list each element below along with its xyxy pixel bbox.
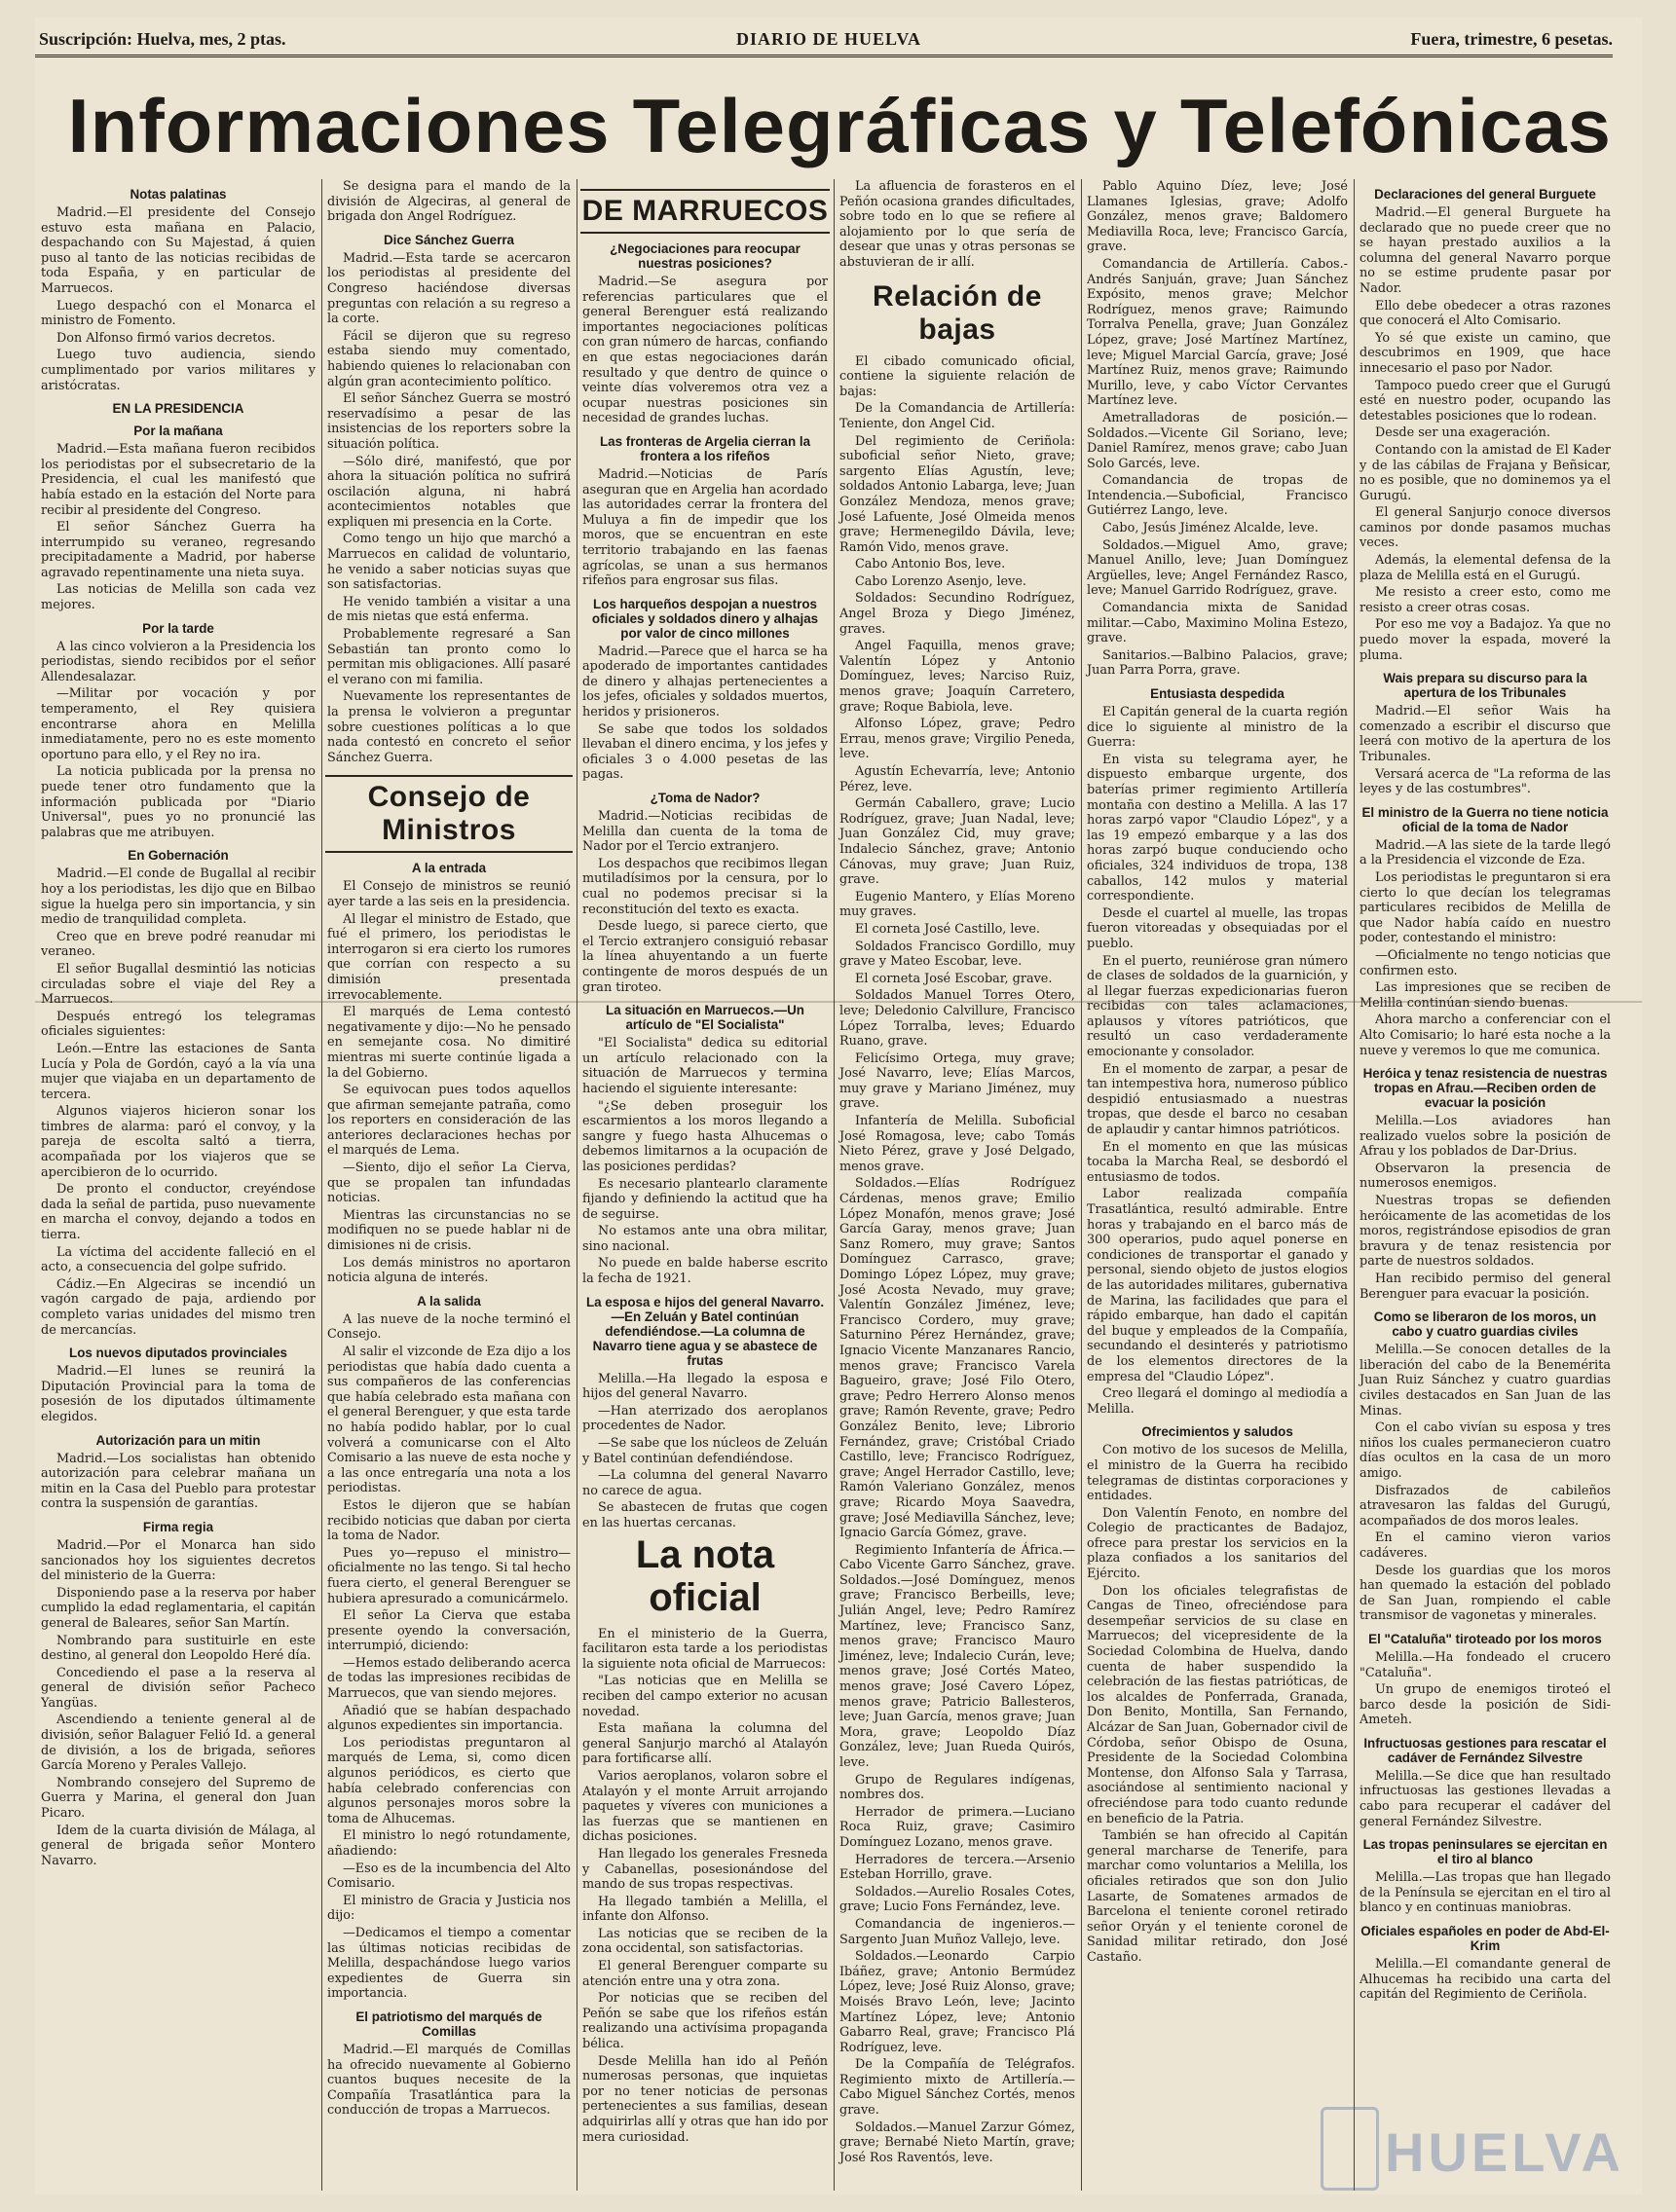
paragraph: Las noticias de Melilla son cada vez mejores.	[41, 582, 316, 613]
paragraph: De la Comandancia de Artillería: Teniente, don Angel Cid.	[839, 401, 1075, 431]
paragraph: Madrid.—Se asegura por referencias particulares que el general Berenguer está realizando importantes negociaciones políticas con gran número de harcas, confiando en que estas negociaciones darán resultado y que dentro de quince o veinte días volveremos otra vez a ocupar nuestras posiciones sin necesidad de grandes luchas.	[582, 275, 828, 426]
paragraph: Melilla.—Las tropas que han llegado de la Península se ejercitan en el tiro al blanco y en continuas maniobras.	[1359, 1870, 1611, 1916]
headline: Los nuevos diputados provinciales	[69, 1346, 287, 1361]
paragraph: Comandancia mixta de Sanidad militar.—Cabo, Maximino Molina Estezo, grave.	[1087, 601, 1348, 646]
paragraph: Madrid.—Por el Monarca han sido sancionados hoy los siguientes decretos del ministerio de la Guerra:	[41, 1537, 316, 1584]
paragraph: Estos le dijeron que se habían recibido noticias que daban por cierta la toma de Nador.	[327, 1497, 571, 1544]
paragraph: Los despachos que recibimos llegan mutiladísimos por la censura, por lo cual no podemos precisar si la reconstitución del texto es exacta.	[582, 856, 828, 917]
subheadline: Por la mañana	[133, 424, 223, 439]
paragraph: La noticia publicada por la prensa no puede tener otro fundamento que la información publicada por "Diario Universal", pues yo no pronuncié las palabras que me atribuyen.	[41, 764, 316, 840]
column-5	[1081, 179, 1354, 2191]
paragraph: Madrid.—El general Burguete ha declarado que no puede creer que no se hayan prestado auxilios a la columna del general Navarro porque no se estime prudente pasar por Nador.	[1359, 205, 1611, 296]
paragraph: Disponiendo pase a la reserva por haber cumplido la edad reglamentaria, el capitán general de Baleares, señor San Martín.	[41, 1585, 316, 1631]
subheadline: Por la tarde	[142, 620, 214, 636]
headline: El "Cataluña" tiroteado por los moros	[1368, 1631, 1602, 1646]
paragraph: Ha llegado también a Melilla, el infante don Alfonso.	[582, 1894, 828, 1925]
paragraph: Madrid.—Noticias recibidas de Melilla dan cuenta de la toma de Nador por el Tercio extranjero.	[582, 809, 828, 855]
paragraph: Felicísimo Ortega, muy grave; José Navarro, leve; Elías Marcos, muy grave y Mariano Jiménez, muy grave.	[839, 1051, 1075, 1112]
column-3	[577, 179, 834, 2191]
paragraph: Soldados.—Aurelio Rosales Cotes, grave; Lucio Fons Fernández, leve.	[839, 1884, 1075, 1915]
paragraph: El Consejo de ministros se reunió ayer tarde a las seis en la presidencia.	[327, 879, 571, 909]
paragraph: A las nueve de la noche terminó el Consejo.	[327, 1311, 571, 1343]
headline: Ofrecimientos y saludos	[1141, 1424, 1293, 1440]
paragraph: El señor Bugallal desmintió las noticias circuladas sobre el viaje del Rey a Marruecos.	[41, 961, 316, 1008]
paragraph: —Oficialmente no tengo noticias que confirmen esto.	[1359, 947, 1611, 978]
paragraph: El general Berenguer comparte su atención entre una y otra zona.	[582, 1959, 828, 1989]
paragraph: Melilla.—Ha fondeado el crucero "Cataluña".	[1359, 1649, 1611, 1680]
column-2	[321, 179, 577, 2191]
section-banner: Informaciones Telegráficas y Telefónicas	[67, 83, 1612, 168]
paragraph: Del regimiento de Ceriñola: suboficial señor Nieto, grave; sargento Elías Agustín, leve; soldados Antonio Labarga, leve; Juan González Mendoza, menos grave; José Lafuente, José Olmeida menos grave; Hermenegildo Dávila, leve; Ramón Vido, menos grave.	[839, 433, 1075, 555]
paragraph: Soldados Francisco Gordillo, muy grave y Mateo Escobar, leve.	[839, 939, 1075, 970]
paragraph: Grupo de Regulares indígenas, nombres dos.	[839, 1772, 1075, 1803]
newspaper-name: DIARIO DE HUELVA	[736, 29, 922, 49]
paragraph: Don Alfonso firmó varios decretos.	[56, 330, 276, 346]
paragraph: El señor La Cierva que estaba presente oyendo la conversación, interrumpió, diciendo:	[327, 1608, 571, 1654]
paragraph: León.—Entre las estaciones de Santa Lucía y Pola de Gordón, cayó a la vía una mujer que viajaba en un departamento de tercera.	[41, 1041, 316, 1102]
headline: Declaraciones del general Burguete	[1374, 187, 1596, 202]
paragraph: Se designa para el mando de la división de Algeciras, al general de brigada don Angel Rodríguez.	[327, 179, 571, 225]
paragraph: Eugenio Mantero, y Elías Moreno muy graves.	[839, 889, 1075, 920]
headline: En Gobernación	[128, 848, 229, 864]
paragraph: El general Sanjurjo conoce diversos caminos por donde pasamos muchas veces.	[1359, 505, 1611, 551]
paragraph: Los periodistas le preguntaron si era cierto lo que decían los telegramas particulares recibidos de Melilla de que Nador había caído en nuestro poder, contestando el ministro:	[1359, 869, 1611, 946]
paragraph: Se sabe que todos los soldados llevaban el dinero encima, y los jefes y oficiales 3 o 4.000 pesetas de las pagas.	[582, 721, 828, 783]
paragraph: Agustín Echevarría, leve; Antonio Pérez, leve.	[839, 764, 1075, 794]
paragraph: Fácil se dijeron que su regreso estaba siendo muy comentado, habiendo quienes lo relacionaban con algún gran acontecimiento político.	[327, 328, 571, 389]
paragraph: Añadió que se habían despachado algunos expedientes sin importancia.	[327, 1703, 571, 1734]
paragraph: Algunos viajeros hicieron sonar los timbres de alarma: paró el convoy, y la pareja de escolta saltó a tierra, acompañada por los viajeros que se apercibieron de lo ocurrido.	[41, 1104, 316, 1180]
paragraph: Madrid.—El conde de Bugallal al recibir hoy a los periodistas, les dijo que en Bilbao sigue la huelga pero sin importancia, y sin medio de tranquilidad completa.	[41, 866, 316, 928]
paragraph: Al llegar el ministro de Estado, que fué el primero, los periodistas le interrogaron si era cierto los rumores que corrían con respecto a su dimisión presentada irrevocablemente.	[327, 911, 571, 1003]
paragraph: Soldados.—Leonardo Carpio Ibáñez, grave; Antonio Bermúdez López, leve; José Ruiz Alonso, grave; Moisés Bravo León, leve; Jacinto Martínez López, leve; Antonio Gabarro Real, grave; Francisco Plá Rodríguez, leve.	[839, 1949, 1075, 2055]
paragraph: Creo que en breve podré reanudar mi veraneo.	[41, 929, 316, 960]
paragraph: Como tengo un hijo que marchó a Marruecos en calidad de voluntario, he venido a saber noticias suyas que son satisfactorias.	[327, 532, 571, 593]
paragraph: Me resisto a creer esto, como me resisto a creer otras cosas.	[1359, 585, 1611, 615]
paragraph: En el ministerio de la Guerra, facilitaron esta tarde a los periodistas la siguiente nota oficial de Marruecos:	[582, 1626, 828, 1672]
paragraph: Contando con la amistad de El Kader y de las cábilas de Frajana y Beñsicar, no es posible, que no dominemos ya el Gurugú.	[1359, 442, 1611, 503]
paragraph: El corneta José Castillo, leve.	[855, 921, 1040, 937]
paragraph: Un grupo de enemigos tiroteó el barco desde la posición de Sidi-Ameteh.	[1359, 1682, 1611, 1728]
paragraph: Nuestras tropas se defienden heróicamente de las acometidas de los moros, registrándose episodios de gran bravura y de tenaz resistencia por parte de nuestros soldados.	[1359, 1194, 1611, 1270]
paragraph: Luego despachó con el Monarca el ministro de Fomento.	[41, 298, 316, 329]
column-4	[834, 179, 1081, 2191]
paragraph: Alfonso López, grave; Pedro Errau, menos grave; Virgilio Peneda, leve.	[839, 717, 1075, 762]
paragraph: Madrid.—El presidente del Consejo estuvo esta mañana en Palacio, despachando con Su Majestad, á quien puso al tanto de las noticias recibidas de toda España, y en particular de Marruecos.	[41, 205, 316, 296]
paragraph: Sanitarios.—Balbino Palacios, grave; Juan Parra Porra, grave.	[1087, 647, 1348, 679]
subscription-local: Suscripción: Huelva, mes, 2 ptas.	[39, 29, 286, 49]
headline: Infructuosas gestiones para rescatar el cadáver de Fernández Silvestre	[1363, 1735, 1607, 1765]
paragraph: De la Compañía de Telégrafos. Regimiento mixto de Artillería.—Cabo Miguel Sánchez Cortés, menos grave.	[839, 2057, 1075, 2119]
paragraph: —Han aterrizado dos aeroplanos procedentes de Nador.	[582, 1403, 828, 1434]
headline: Dice Sánchez Guerra	[384, 232, 514, 247]
paragraph: Creo llegará el domingo al mediodía a Melilla.	[1087, 1386, 1348, 1417]
paragraph: —Siento, dijo el señor La Cierva, que se propalen tan infundadas noticias.	[327, 1161, 571, 1206]
paragraph: Versará acerca de "La reforma de las leyes y de las costumbres".	[1359, 766, 1611, 797]
paragraph: —La columna del general Navarro no carece de agua.	[582, 1468, 828, 1498]
headline: Las tropas peninsulares se ejercitan en el tiro al blanco	[1362, 1837, 1608, 1867]
paragraph: Ello debe obedecer a otras razones que conocerá el Alto Comisario.	[1359, 298, 1611, 329]
paragraph: Ahora marcho a conferenciar con el Alto Comisario; lo haré esta noche a la nueve y veremos lo que me comunica.	[1359, 1013, 1611, 1058]
paragraph: Pablo Aquino Díez, leve; José Llamanes Iglesias, grave; Adolfo González, menos grave; Baldomero Mediavilla Roca, leve; Francisco García, grave.	[1087, 179, 1348, 255]
paragraph: Melilla.—Los aviadores han realizado vuelos sobre la posición de Afrau y los poblados de Dar-Drius.	[1359, 1114, 1611, 1160]
paragraph: El corneta José Escobar, grave.	[855, 971, 1053, 986]
paragraph: Las noticias que se reciben de la zona occidental, son satisfactorias.	[582, 1926, 828, 1957]
paragraph: Se equivocan pues todos aquellos que afirman semejante patraña, como los reporters en consideración de las anteriores declaraciones hechas por el marqués de Lema.	[327, 1083, 571, 1159]
paragraph: En vista su telegrama ayer, he dispuesto embarque urgente, dos baterías primer regimiento Artillería montaña con destino a Melilla. A las 17 horas zarpó vapor "Claudio López", y a las 19 empezó embarque y a las dos horas zarpó buque conduciendo ocho oficiales, 324 individuos de tropa, 138 caballos, 142 mulos y material correspondiente.	[1087, 752, 1348, 904]
paragraph: Melilla.—El comandante general de Alhucemas ha recibido una carta del capitán del Regimiento de Ceriñola.	[1359, 1957, 1611, 2003]
paragraph: Madrid.—Esta mañana fueron recibidos los periodistas por el subsecretario de la Presidencia, el cual les manifestó que había estado en la estación del Norte para recibir al presidente del Congreso.	[41, 442, 316, 518]
seal-icon	[1321, 2107, 1379, 2191]
paragraph: El marqués de Lema contestó negativamente y dijo:—No he pensado en semejante cosa. No dimitiré mientras mi suerte continúe ligada a la del Gobierno.	[327, 1005, 571, 1081]
headline: EN LA PRESIDENCIA	[112, 401, 244, 417]
paragraph: El señor Sánchez Guerra ha interrumpido su veraneo, regresando precipitadamente a Madrid, por haberse agravado repentinamente una nieta suya.	[41, 520, 316, 580]
paragraph: Esta mañana la columna del general Sanjurjo marchó al Atalayón para fortificarse allí.	[582, 1721, 828, 1767]
paragraph: "El Socialista" dedica su editorial un artículo relacionado con la situación de Marruecos y termina haciendo el siguiente interesante:	[582, 1036, 828, 1096]
paragraph: En el momento en que las músicas tocaba la Marcha Real, se desbordó el entusiasmo de todos.	[1087, 1139, 1348, 1185]
paragraph: Comandancia de ingenieros.—Sargento Juan Muñoz Vallejo, leve.	[839, 1916, 1075, 1947]
paragraph: La víctima del accidente falleció en el acto, a consecuencia del golpe sufrido.	[41, 1244, 316, 1275]
paragraph: Probablemente regresaré a San Sebastián tan pronto como lo permitan mis obligaciones. Allí pasaré el verano con mi familia.	[327, 627, 571, 687]
paragraph: Don Valentín Fenoto, en nombre del Colegio de practicantes de Badajoz, ofrece para prestar los servicios en la plaza confiados a los sanitarios del Ejército.	[1087, 1505, 1348, 1582]
headline: Entusiasta despedida	[1150, 686, 1285, 701]
paragraph: Con el cabo vivían su esposa y tres niños los cuales permanecieron cuatro días ocultos en la casa de un moro amigo.	[1359, 1420, 1611, 1481]
paragraph: Por eso me voy a Badajoz. Ya que no puedo mover la espada, moveré la pluma.	[1359, 617, 1611, 663]
paragraph: Ametralladoras de posición.—Soldados.—Vicente Gil Soriano, leve; Daniel Ramírez, menos grave; cabo Juan Solo Garcés, leve.	[1087, 410, 1348, 471]
paragraph: Herradores de tercera.—Arsenio Esteban Horrillo, grave.	[839, 1852, 1075, 1883]
paragraph: Nombrando para sustituirle en este destino, al general don Leopoldo Heré día.	[41, 1633, 316, 1664]
paragraph: Desde luego, si parece cierto, que el Tercio extranjero consiguió rebasar la línea ahuyentando a un fuerte contingente de moros después de un gran tiroteo.	[582, 919, 828, 995]
headline: El ministro de la Guerra no tiene noticia oficial de la toma de Nador	[1361, 804, 1609, 834]
paragraph: Madrid.—El señor Wais ha comenzado a escribir el discurso que leerá con motivo de la apertura de los Tribunales.	[1359, 704, 1611, 764]
paragraph: Desde los guardias que los moros han quemado la estación del poblado de San Juan, rompiendo el cable transmisor de vagonetas y minerales.	[1359, 1563, 1611, 1624]
paragraph: Concediendo el pase a la reserva al general de división señor Pacheco Yangüas.	[41, 1665, 316, 1711]
paragraph: Disfrazados de cabileños atravesaron las faldas del Gurugú, acompañados de dos moros leales.	[1359, 1483, 1611, 1529]
paragraph: Melilla.—Se dice que han resultado infructuosas las gestiones llevadas a cabo para recuperar el cadáver del general Fernández Silvestre.	[1359, 1768, 1611, 1829]
headline: La esposa e hijos del general Navarro.—En Zeluán y Batel continúan defendiéndose.—La columna de Navarro tiene agua y se abastece de frutas	[585, 1294, 825, 1368]
paragraph: Tampoco puedo creer que el Gurugú esté en nuestro poder, ocupando las detestables posiciones que lo rodean.	[1359, 378, 1611, 424]
paragraph: "Las noticias que en Melilla se reciben del campo exterior no acusan novedad.	[582, 1674, 828, 1719]
paper-fold-line	[35, 1001, 1642, 1003]
paragraph: Yo sé que existe un camino, que descubrimos en 1909, que hace innecesario el paso por Nador.	[1359, 330, 1611, 376]
paragraph: Los demás ministros no aportaron noticia alguna de interés.	[327, 1255, 571, 1286]
paragraph: —Dedicamos el tiempo a comentar las últimas noticias recibidas de Melilla, despachándose luego varios expedientes de Guerra sin importancia.	[327, 1925, 571, 2002]
headline: Autorización para un mitin	[95, 1432, 261, 1448]
headline: Las fronteras de Argelia cierran la frontera a los rifeños	[599, 433, 811, 463]
paragraph: Al salir el vizconde de Eza dijo a los periodistas que había dado cuenta a sus compañeros de las conferencias que había celebrado esta mañana con el general Berenguer, y que esta tarde no había podido hablar, por lo cual volverá a comunicarse con el Alto Comisario a las nueve de esta noche y a las once entregaría una nota a los periodistas.	[327, 1345, 571, 1496]
paragraph: Melilla.—Se conocen detalles de la liberación del cabo de la Benemérita Juan Ruiz Sánchez y cuatro guardias civiles destacados en San Juan de las Minas.	[1359, 1343, 1611, 1419]
paragraph: Desde el cuartel al muelle, las tropas fueron vitoreadas y obsequiadas por el pueblo.	[1087, 905, 1348, 951]
headline: ¿Toma de Nador?	[650, 791, 761, 806]
paragraph: Madrid.—Noticias de París aseguran que en Argelia han acordado las autoridades cerrar la frontera del Muluya a fin de impedir que los moros, que se encuentran en este territorio trabajando en las faenas agrícolas, se unan a sus hermanos rifeños para engrosar sus filas.	[582, 466, 828, 589]
paragraph: Luego tuvo audiencia, siendo cumplimentado por varios militares y aristócratas.	[41, 348, 316, 393]
paragraph: Observaron la presencia de numerosos enemigos.	[1359, 1161, 1611, 1192]
masthead	[35, 25, 1613, 57]
paragraph: Desde ser una exageración.	[1375, 425, 1550, 441]
paragraph: Labor realizada compañía Trasatlántica, resultó admirable. Entre horas y trabajando en el barco más de 300 operarios, pudo aquel ponerse en condiciones de transportar el ganado y personal, siendo objeto de justos elogios de las autoridades militares, gubernativa de Marina, las facilidades que para el rápido embarque, han dado el capitán del buque y empleados de la Compañía, secundando el desinterés y patriotismo de los elementos directores de la empresa del "Claudio López".	[1087, 1187, 1348, 1384]
paragraph: Soldados: Secundino Rodríguez, Angel Broza y Diego Jiménez, graves.	[839, 591, 1075, 637]
paragraph: Varios aeroplanos, volaron sobre el Atalayón y el monte Arruit arrojando paquetes y víveres con municiones a las fuerzas que se mantienen en dichas posiciones.	[582, 1768, 828, 1845]
paragraph: De pronto el conductor, creyéndose dada la señal de partida, puso nuevamente en marcha el convoy, dejando a todos en tierra.	[41, 1182, 316, 1243]
paragraph: Melilla.—Ha llegado la esposa e hijos del general Navarro.	[582, 1371, 828, 1402]
paragraph: Germán Caballero, grave; Lucio Rodríguez, grave; Juan Nadal, leve; Juan González Cid, muy grave; Indalecio Sánchez, grave; Antonio Cánovas, muy grave; Juan Ruiz, grave.	[839, 796, 1075, 888]
section-headline: DE MARRUECOS	[580, 189, 830, 234]
paragraph: Es necesario plantearlo claramente fijando y definiendo la actitud que ha de seguirse.	[582, 1176, 828, 1222]
paragraph: Don los oficiales telegrafistas de Cangas de Tineo, ofreciéndose para desempeñar servicios de su clase en Marruecos; del vicepresidente de la Sociedad Colombina de Huelva, dando cuenta de haber suspendido la celebración de las fiestas patrióticas, de los alcaldes de Ponferrada, Granada, Don Benito, Montilla, San Fernando, Alcázar de San Juan, Gobernador civil de Córdoba, señor Obispo de Osuna, Presidente de la Sociedad Colombina Montense, don Alfonso Sala y Tarrasa, asociándose al sentimiento nacional y ofreciéndose para todo cuanto redunde en beneficio de la Patria.	[1087, 1583, 1348, 1826]
paragraph: También se han ofrecido al Capitán general marcharse de Tenerife, para marchar como voluntarios a Melilla, los oficiales retirados que son don Julio Lasarte, de Somatenes armados de Barcelona el teniente coronel retirado señor Oryán y el teniente coronel de Sanidad militar retirado, don José Castaño.	[1087, 1828, 1348, 1965]
headline: Los harqueños despojan a nuestros oficiales y soldados dinero y alhajas por valor de cinco millones	[591, 596, 819, 641]
paragraph: Cádiz.—En Algeciras se incendió un vagón cargado de paja, ardiendo por completo varias unidades del mismo tren de mercancías.	[41, 1276, 316, 1338]
paragraph: Madrid.—Parece que el harca se ha apoderado de importantes cantidades de dinero y alhajas pertenecientes a los jefes, oficiales y soldados muertos, heridos y prisioneros.	[582, 644, 828, 720]
paragraph: Soldados.—Elías Rodríguez Cárdenas, menos grave; Emilio López Monafón, menos grave; José García Garay, menos grave; Juan Sanz Romero, muy grave; Santos Domínguez Carrasco, grave; Domingo López López, muy grave; José Acosta Nevado, muy grave; Valentín González Jiménez, leve; Francisco Cordero, muy grave; Saturnino Pérez Hernández, grave; Ignacio Vicente Manzanares Rancio, menos grave; Francisco Varela Bagueiro, grave; José Filo Otero, grave; Pedro Herrero Alonso menos grave; Ramón Revente, grave; Pedro González Benito, leve; Librorio Fernández, grave; Cristóbal Criado Castillo, leve; Francisco Rodríguez, grave; Angel Herrador Castillo, leve; Ramón Valeriano González, menos grave; Ricardo Moya Saavedra, grave; José Mediavilla Sánchez, leve; Ignacio García Gómez, grave.	[839, 1176, 1075, 1541]
paragraph: —Eso es de la incumbencia del Alto Comisario.	[327, 1861, 571, 1892]
paragraph: Han llegado los generales Fresneda y Cabanellas, posesionándose del mando de sus tropas respectivas.	[582, 1846, 828, 1893]
section-headline: La nota oficial	[635, 1532, 775, 1619]
paragraph: —Hemos estado deliberando acerca de todas las impresiones recibidas de Marruecos, que van siendo mejores.	[327, 1655, 571, 1702]
archive-watermark	[1330, 2120, 1642, 2189]
section-headline: Relación de bajas	[873, 279, 1042, 346]
paragraph: Regimiento Infantería de África.—Cabo Vicente Garro Sánchez, grave. Soldados.—José Domínguez, menos grave; Francisco Berbeills, leve; Julián Angel, leve; Pedro Ramírez Martínez, leve; Francisco Sanz, menos grave; Francisco Mauro Jiménez, leve; Indalecio Curán, leve; menos grave; José Cortés Mateo, menos grave; José Cavero López, menos grave; Patricio Ballesteros, leve; Juan García, menos grave; Juan Mora, grave; Leopoldo Díaz González, leve; Juan Rueda Quirós, leve.	[839, 1542, 1075, 1770]
paragraph: Nombrando consejero del Supremo de Guerra y Marina, el general don Juan Picaro.	[41, 1775, 316, 1822]
paragraph: Infantería de Melilla. Suboficial José Romagosa, leve; cabo Tomás Nieto Pérez, grave y José Delgado, menos grave.	[839, 1114, 1075, 1174]
paragraph: Se abastecen de frutas que cogen en las huertas cercanas.	[582, 1500, 828, 1530]
paragraph: Madrid.—A las siete de la tarde llegó a la Presidencia el vizconde de Eza.	[1359, 837, 1611, 868]
headline: Firma regia	[142, 1519, 214, 1534]
newspaper-page	[35, 18, 1642, 2194]
paragraph: En el camino vieron varios cadáveres.	[1359, 1530, 1611, 1561]
paragraph: Mientras las circunstancias no se modifiquen no se puede hablar ni de dimisiones ni de crisis.	[327, 1207, 571, 1254]
paragraph: Por noticias que se reciben del Peñón se sabe que los rifeños están realizando una activísima propaganda bélica.	[582, 1991, 828, 2052]
subheadline: A la salida	[417, 1293, 481, 1309]
paragraph: He venido también a visitar a una de mis nietas que está enferma.	[327, 594, 571, 625]
paragraph: Soldados.—Manuel Zarzur Gómez, grave; Bernabé Nieto Martín, grave; José Ros Raventós, leve.	[839, 2120, 1075, 2165]
headline: El patriotismo del marqués de Comillas	[355, 2009, 542, 2039]
paragraph: Madrid.—El lunes se reunirá la Diputación Provincial para la toma de posesión de los diputados últimamente elegidos.	[41, 1364, 316, 1424]
headline: Oficiales españoles en poder de Abd-El-Krim	[1360, 1924, 1610, 1954]
headline: Heróica y tenaz resistencia de nuestras tropas en Afrau.—Reciben orden de evacuar la posición	[1362, 1066, 1608, 1111]
paragraph: Madrid.—Esta tarde se acercaron los periodistas al presidente del Congreso haciéndose diversas preguntas con relación a su regreso a la corte.	[327, 250, 571, 327]
paragraph: Ascendiendo a teniente general al de división, señor Balaguer Felió Id. a general de división, a los de brigada, señores García Moreno y Perales Vallejo.	[41, 1713, 316, 1774]
paragraph: Angel Faquilla, menos grave; Valentín López y Antonio Domínguez, leves; Narciso Ruiz, menos grave; Joaquín Carretero, grave; Roque Babiola, leve.	[839, 639, 1075, 715]
subscription-outside: Fuera, trimestre, 6 pesetas.	[1410, 29, 1613, 49]
paragraph: Nuevamente los representantes de la prensa le volvieron a preguntar sobre cuestiones políticas a lo que nada contestó en concreto el señor Sánchez Guerra.	[327, 689, 571, 765]
paragraph: Desde Melilla han ido al Peñón numerosas personas, que inquietas por no tener noticias de personas pertenecientes a sus familias, desean adquirirlas allí y otras que han ido por mera curiosidad.	[582, 2053, 828, 2145]
paragraph: Cabo Lorenzo Asenjo, leve.	[855, 573, 1027, 589]
paragraph: Madrid.—Los socialistas han obtenido autorización para celebrar mañana un mitin en la Casa del Pueblo para protestar contra la suspensión de garantías.	[41, 1451, 316, 1512]
paragraph: Madrid.—El marqués de Comillas ha ofrecido nuevamente al Gobierno cuantos buques necesite de la Compañía Trasatlántica para la conducción de tropas a Marruecos.	[327, 2042, 571, 2119]
paragraph: Con motivo de los sucesos de Melilla, el ministro de la Guerra ha recibido telegramas de distintas corporaciones y entidades.	[1087, 1443, 1348, 1504]
paragraph: En el puerto, reuniérose gran número de clases de soldados de la guarnición, y al llegar fuerzas expedicionarias fueron recibidas con tales aclamaciones, aplausos y vítores patrióticos, que resultó un caso verdaderamente emocionante y consolador.	[1087, 953, 1348, 1060]
paragraph: No puede en balde haberse escrito la fecha de 1921.	[582, 1256, 828, 1287]
paragraph: A las cinco volvieron a la Presidencia los periodistas, siendo recibidos por el señor Allendesalazar.	[41, 639, 316, 684]
headline: Wais prepara su discurso para la apertura de los Tribunales	[1383, 671, 1587, 701]
headline: Como se liberaron de los moros, un cabo y cuatro guardias civiles	[1373, 1309, 1597, 1340]
paragraph: Idem de la cuarta división de Málaga, al general de brigada señor Montero Navarro.	[41, 1823, 316, 1868]
subheadline: A la entrada	[411, 861, 487, 876]
paragraph: No estamos ante una obra militar, sino nacional.	[582, 1224, 828, 1254]
paragraph: Comandancia de Artillería. Cabos.-Andrés Sanjuán, grave; Juan Sánchez Expósito, menos grave; Melchor Rodríguez, menos grave; Raimundo Torralva Penella, grave; Juan González López, grave; José Martínez Martínez, leve; Miguel Marcial García, grave; José Martínez Ruiz, menos grave; Raimundo Murillo, leve, y cabo Víctor Cervantes Martínez leve.	[1087, 256, 1348, 409]
column-6	[1354, 179, 1617, 2191]
paragraph: Además, la elemental defensa de la plaza de Melilla está en el Gurugú.	[1359, 553, 1611, 583]
paragraph: —Sólo diré, manifestó, que por ahora la situación política no sufrirá oscilación alguna, ni habrá acontecimientos notables que expliquen mi presencia en la Corte.	[327, 454, 571, 530]
paragraph: El ministro de Gracia y Justicia nos dijo:	[327, 1893, 571, 1924]
paragraph: Comandancia de tropas de Intendencia.—Suboficial, Francisco Gutiérrez Lango, leve.	[1087, 473, 1348, 519]
paragraph: —Militar por vocación y por temperamento, el Rey quisiera encontrarse ahora en Melilla inmediatamente, pero no es este momento oportuno para ello, y el Rey no ira.	[41, 686, 316, 762]
paragraph: "¿Se deben proseguir los escarmientos a los moros llegando a sangre y fuego hasta Alhucemas o debemos limitarnos a la ocupación de las posiciones perdidas?	[582, 1098, 828, 1174]
paragraph: Las impresiones que se reciben de Melilla continúan siendo buenas.	[1359, 980, 1611, 1011]
paragraph: El señor Sánchez Guerra se mostró reservadísimo a pesar de las insistencias de los reporters sobre la situación política.	[327, 391, 571, 452]
headline: Notas palatinas	[130, 187, 227, 202]
paragraph: La afluencia de forasteros en el Peñón ocasiona grandes dificultades, sobre todo en lo que se refiere al alojamiento por lo que sería de desear que unas y otras personas se abstuvieran de ir allí.	[839, 179, 1075, 270]
paragraph: Soldados Manuel Torres Otero, leve; Deledonio Calvillure, Francisco López Torralba, leves; Eduardo Ruano, grave.	[839, 988, 1075, 1050]
paragraph: El cibado comunicado oficial, contiene la siguiente relación de bajas:	[839, 353, 1075, 399]
watermark-text: HUELVA	[1385, 2121, 1624, 2183]
column-1	[35, 179, 321, 2191]
headline: La situación en Marruecos.—Un artículo de "El Socialista"	[606, 1003, 804, 1033]
headline: ¿Negociaciones para reocupar nuestras posiciones?	[610, 241, 801, 271]
paragraph: Han recibido permiso del general Berenguer para evacuar la posición.	[1359, 1272, 1611, 1302]
paragraph: Herrador de primera.—Luciano Roca Ruiz, grave; Casimiro Domínguez Lozano, menos grave.	[839, 1804, 1075, 1850]
paragraph: Soldados.—Miguel Amo, grave; Manuel Anillo, leve; Juan Domínguez Argüelles, leve; Angel Fernández Rasco, leve; Manuel Garrido Rodríguez, grave.	[1087, 537, 1348, 599]
paragraph: Cabo, Jesús Jiménez Alcalde, leve.	[1102, 521, 1319, 536]
paragraph: Después entregó los telegramas oficiales siguientes:	[41, 1009, 316, 1040]
paragraph: El ministro lo negó rotundamente, añadiendo:	[327, 1828, 571, 1859]
paragraph: Cabo Antonio Bos, leve.	[855, 557, 1006, 572]
paragraph: —Se sabe que los núcleos de Zeluán y Batel continúan defendiéndose.	[582, 1436, 828, 1466]
paragraph: Los periodistas preguntaron al marqués de Lema, si, como dicen algunos periódicos, es cierto que había celebrado conferencias con algunos personajes moros sobre la toma de Alhucemas.	[327, 1735, 571, 1826]
paragraph: El Capitán general de la cuarta región dice lo siguiente al ministro de la Guerra:	[1087, 705, 1348, 751]
section-headline: Consejo de Ministros	[325, 775, 573, 853]
paragraph: Pues yo—repuso el ministro—oficialmente no las tengo. Si tal hecho fuera cierto, el general Berenguer se hubiera apresurado a comunicármelo.	[327, 1545, 571, 1606]
paragraph: En el momento de zarpar, a pesar de tan intempestiva hora, numeroso público despidió entusiasmado a nuestras tropas, que desde el barco no cesaban de aplaudir y cantar himnos patrióticos.	[1087, 1061, 1348, 1138]
